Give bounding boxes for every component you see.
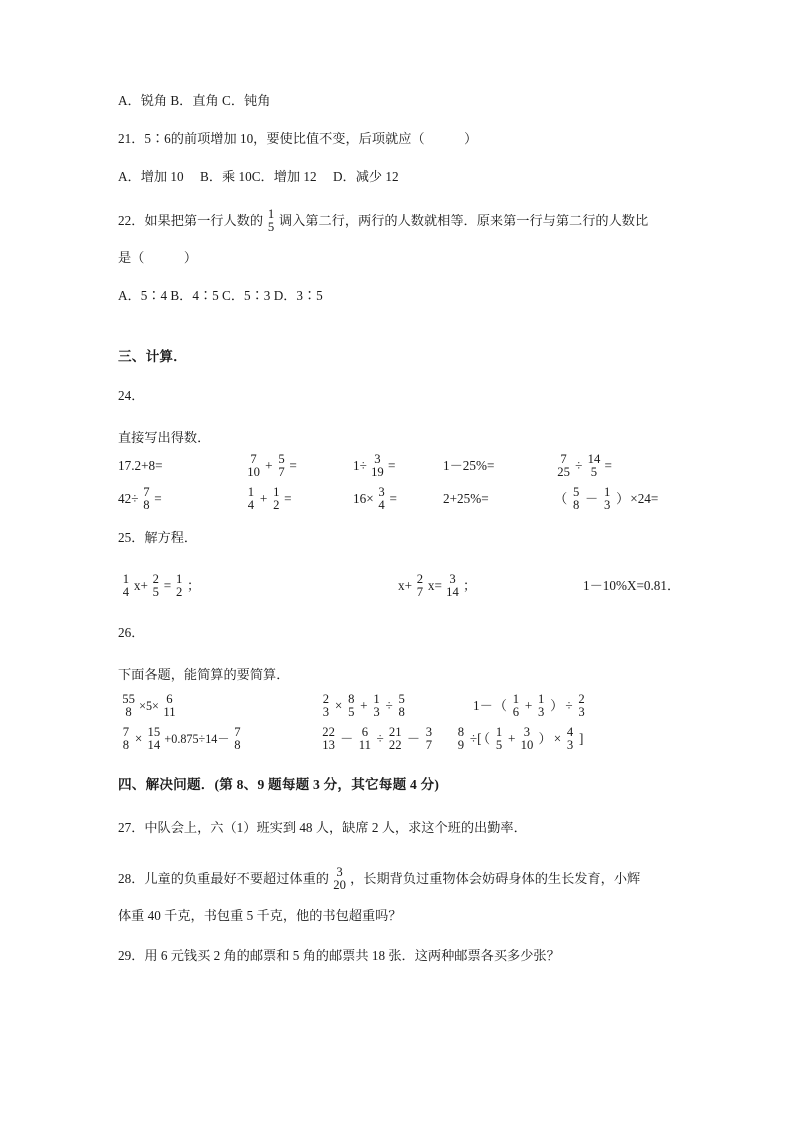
term-x-plus: x+ bbox=[398, 577, 413, 593]
fraction-1-over-5: 1 5 bbox=[267, 207, 275, 235]
fraction-1-over-2: 1 2 bbox=[273, 484, 280, 512]
expr-7over8-times-15over14-plus-0875-div-14-minus-7over8 bbox=[118, 722, 318, 755]
question-25-heading: 25．解方程． bbox=[118, 529, 198, 545]
close-bracket: ] bbox=[579, 731, 584, 747]
question-28 bbox=[118, 863, 684, 894]
fraction-3-over-7: 3 7 bbox=[425, 725, 433, 753]
fraction-3-over-14: 3 14 bbox=[446, 571, 459, 599]
question-22-stem-text-1: 22．如果把第一行人数的 bbox=[118, 213, 264, 229]
open-paren: （ bbox=[554, 490, 568, 506]
question-22-stem-cont: 是（ ） bbox=[118, 250, 198, 266]
equals-sign: = bbox=[289, 457, 297, 473]
question-29: 29．用 6 元钱买 2 角的邮票和 5 角的邮票共 18 张．这两种邮票各买多少张？ bbox=[118, 948, 560, 964]
expr-16-times-3over4 bbox=[353, 482, 443, 515]
fraction-3-over-10: 3 10 bbox=[520, 725, 534, 753]
expr-22over13-minus-6over11-div-21over22-minus-3over7 bbox=[318, 722, 453, 755]
question-26-row-1 bbox=[118, 689, 684, 722]
operator-minus: － bbox=[340, 731, 354, 747]
operator-times: × bbox=[553, 731, 562, 747]
fraction-7-over-8: 7 8 bbox=[122, 725, 130, 753]
expr-5over8-minus-1over3-times-24 bbox=[553, 482, 673, 515]
fraction-21-over-22: 21 22 bbox=[388, 725, 402, 753]
semicolon: ； bbox=[463, 577, 477, 593]
fraction-6-over-11: 6 11 bbox=[163, 692, 176, 720]
operator-divide: ÷ bbox=[565, 698, 573, 714]
equals-sign: = bbox=[387, 457, 396, 473]
prefix-1-div: 1÷ bbox=[353, 457, 367, 473]
equals-sign: = bbox=[163, 577, 172, 593]
question-25-equations bbox=[118, 569, 684, 602]
question-26-row-2 bbox=[118, 722, 684, 755]
fraction-7-over-8: 7 8 bbox=[234, 725, 241, 753]
expr-42-div-7over8 bbox=[118, 482, 243, 515]
term-x-equals: x= bbox=[427, 577, 442, 593]
expr-17.2-plus-8: 17.2+8= bbox=[118, 457, 163, 473]
expr-2over3-times-8over5-plus-1over3-div-5over8 bbox=[318, 689, 473, 722]
operator-divide: ÷ bbox=[575, 457, 583, 473]
fraction-3-over-4: 3 4 bbox=[378, 484, 385, 512]
question-26-number: 26． bbox=[118, 624, 145, 640]
fraction-1-over-3: 1 3 bbox=[373, 692, 380, 720]
expr-8over9-div-bracket-1over5-plus-3over10-times-4over3 bbox=[453, 722, 628, 755]
fraction-55-over-8: 55 8 bbox=[122, 692, 135, 720]
expr-1-minus-25-percent: 1－25%= bbox=[443, 457, 495, 473]
question-21-stem: 21．5∶6的前项增加 10，要使比值不变，后项就应（ ） bbox=[118, 130, 478, 146]
operator-plus: + bbox=[507, 731, 516, 747]
term-x-plus: x+ bbox=[133, 577, 148, 593]
expr-2-plus-25-percent: 2+25%= bbox=[443, 490, 489, 506]
equation-2 bbox=[398, 569, 583, 602]
prefix-16-times: 16× bbox=[353, 490, 374, 506]
fraction-14-over-5: 14 5 bbox=[587, 451, 601, 479]
fraction-2-over-3: 2 3 bbox=[578, 692, 585, 720]
fraction-7-over-8: 7 8 bbox=[143, 484, 150, 512]
close-paren: ） bbox=[538, 731, 552, 747]
expr-55over8-times-5-times-6over11 bbox=[118, 689, 318, 722]
expr-1-div-3over19 bbox=[353, 449, 443, 482]
operator-minus: － bbox=[585, 490, 599, 506]
fraction-1-over-2: 1 2 bbox=[175, 571, 183, 599]
fraction-3-over-19: 3 19 bbox=[371, 451, 384, 479]
operator-plus: + bbox=[360, 698, 368, 714]
question-20-options: A．锐角 B．直角 C．钝角 bbox=[118, 93, 271, 108]
fraction-5-over-8: 5 8 bbox=[398, 692, 405, 720]
fraction-1-over-4: 1 4 bbox=[122, 571, 130, 599]
equals-sign: = bbox=[284, 490, 292, 506]
fraction-6-over-11: 6 11 bbox=[358, 725, 371, 753]
question-22-stem bbox=[118, 205, 684, 236]
question-24-row-1 bbox=[118, 449, 684, 482]
operator-minus: － bbox=[406, 731, 420, 747]
fraction-1-over-5: 1 5 bbox=[495, 725, 503, 753]
operator-plus: + bbox=[524, 698, 533, 714]
fraction-2-over-5: 2 5 bbox=[152, 571, 159, 599]
fraction-5-over-8: 5 8 bbox=[572, 484, 580, 512]
equals-sign: = bbox=[154, 490, 162, 506]
question-28-cont: 体重 40 千克，书包重 5 千克，他的书包超重吗？ bbox=[118, 908, 402, 924]
fraction-7-over-10: 7 10 bbox=[247, 451, 260, 479]
expr-1over4-plus-1over2 bbox=[243, 482, 353, 515]
operator-plus: + bbox=[265, 457, 273, 473]
question-24-instruction: 直接写出得数． bbox=[118, 430, 211, 446]
question-24-row-2 bbox=[118, 482, 684, 515]
operator-plus: + bbox=[259, 490, 268, 506]
operator-divide-open-bracket: ÷[ bbox=[469, 731, 482, 747]
document-content bbox=[118, 92, 684, 985]
question-28-text-1: 28．儿童的负重最好不要超过体重的 bbox=[118, 871, 329, 887]
equation-3: 1－10%X=0.81． bbox=[583, 577, 681, 593]
term-plus-0875-div-14-minus: +0.875÷14－ bbox=[164, 732, 230, 747]
fraction-15-over-14: 15 14 bbox=[147, 725, 161, 753]
fraction-3-over-20: 3 20 bbox=[333, 865, 346, 892]
fraction-1-over-3: 1 3 bbox=[538, 692, 545, 720]
fraction-1-over-6: 1 6 bbox=[512, 692, 520, 720]
term-1-minus: 1－ bbox=[473, 698, 493, 714]
open-paren: （ bbox=[483, 731, 491, 747]
section-4-heading: 四、解决问题．(第 8、9 题每题 3 分，其它每题 4 分) bbox=[118, 777, 440, 793]
question-24-number: 24． bbox=[118, 388, 145, 404]
equals-sign: = bbox=[389, 490, 397, 506]
suffix-times-24-equals: ×24= bbox=[630, 490, 659, 506]
equation-1 bbox=[118, 569, 398, 602]
expr-7over25-div-14over5 bbox=[553, 449, 673, 482]
question-22-stem-text-2: 调入第二行，两行的人数就相等．原来第一行与第二行的人数比 bbox=[278, 213, 649, 229]
fraction-8-over-5: 8 5 bbox=[348, 692, 355, 720]
question-22-options: A．5∶4 B．4∶5 C．5∶3 D．3∶5 bbox=[118, 288, 323, 304]
close-paren: ） bbox=[616, 490, 630, 506]
section-3-heading: 三、计算． bbox=[118, 349, 187, 365]
expr-1-minus-1over6-plus-1over3-div-2over3 bbox=[473, 689, 643, 722]
fraction-2-over-7: 2 7 bbox=[416, 571, 424, 599]
fraction-1-over-3: 1 3 bbox=[604, 484, 611, 512]
fraction-5-over-7: 5 7 bbox=[278, 451, 285, 479]
operator-times-5-times: ×5× bbox=[139, 699, 159, 714]
question-26-instruction: 下面各题，能简算的要简算． bbox=[118, 666, 290, 682]
semicolon: ； bbox=[187, 577, 201, 593]
operator-times: × bbox=[134, 731, 143, 747]
question-21-options: A．增加 10 B．乘 10C．增加 12 D．减少 12 bbox=[118, 168, 399, 184]
fraction-4-over-3: 4 3 bbox=[566, 725, 574, 753]
prefix-42-div: 42÷ bbox=[118, 490, 139, 506]
close-paren: ） bbox=[550, 698, 564, 714]
question-27: 27．中队会上，六（1）班实到 48 人，缺席 2 人，求这个班的出勤率． bbox=[118, 820, 527, 836]
operator-divide: ÷ bbox=[385, 698, 393, 714]
fraction-1-over-4: 1 4 bbox=[247, 484, 255, 512]
fraction-8-over-9: 8 9 bbox=[457, 725, 465, 753]
operator-divide: ÷ bbox=[376, 731, 384, 747]
operator-times: × bbox=[334, 698, 343, 714]
equals-sign: = bbox=[604, 457, 612, 473]
question-28-text-2: ，长期背负过重物体会妨碍身体的生长发育，小辉 bbox=[350, 871, 641, 887]
fraction-7-over-25: 7 25 bbox=[557, 451, 570, 479]
open-paren: （ bbox=[493, 698, 507, 714]
expr-7over10-plus-5over7 bbox=[243, 449, 353, 482]
fraction-22-over-13: 22 13 bbox=[322, 725, 335, 753]
fraction-2-over-3: 2 3 bbox=[322, 692, 330, 720]
